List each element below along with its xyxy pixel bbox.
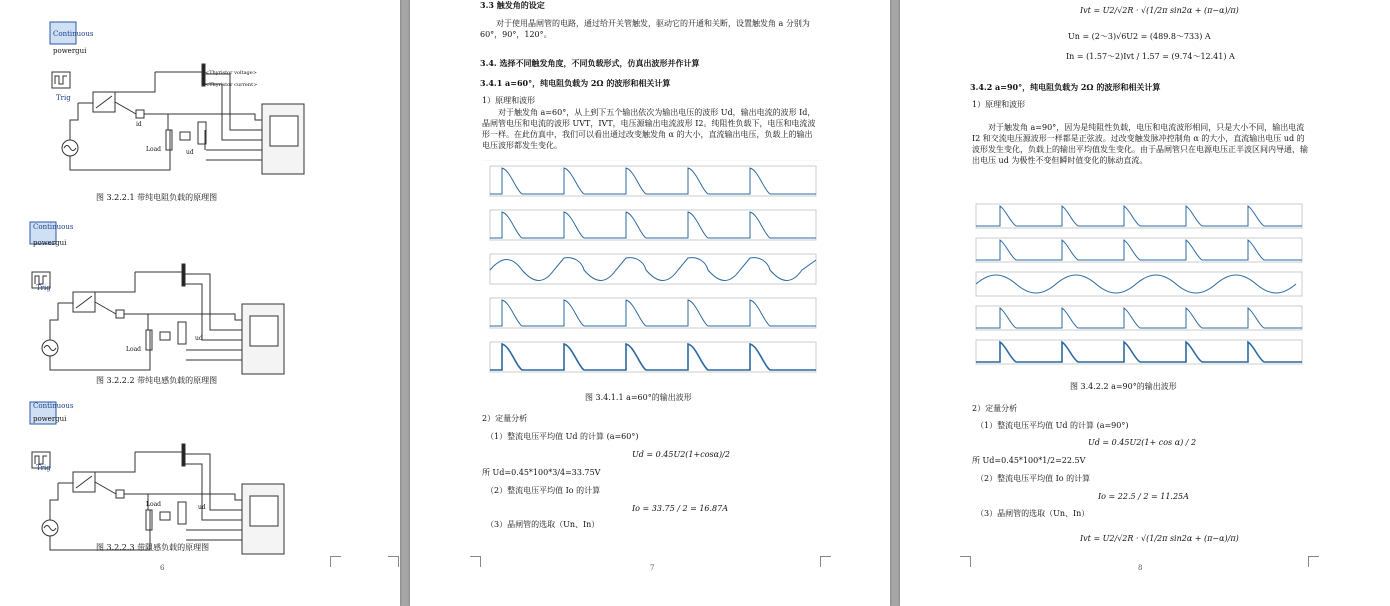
load-label-2: Load [126,346,142,353]
page-number-8: 8 [1138,564,1143,572]
formula-ivt-top: Ivt = U2/√2R · √(1/2π sin2α + (π−α)/π) [1080,6,1239,15]
trig-label-2: Trig [36,284,51,292]
page-7 [410,0,890,606]
figure-caption-3-4-1-1: 图 3.4.1.1 a=60°的输出波形 [585,393,692,402]
continuous-block-1: Continuous [53,30,94,38]
paragraph-3-3: 对于使用晶闸管的电路，通过给开关管触发，驱动它的开通和关断，设置触发角 a 分别为 60°，90°，120°。 [480,19,810,39]
subheading-principle: 1）原理和波形 [482,96,536,105]
paragraph-principle-8: 对于触发角 a=90°，因为是纯阻性负载，电压和电流波形相同，只是大小不同，输出电流 I2 和交流电压源波形一样都是正弦波。过改变触发脉冲控制角 α 的大小，直流输出电压 ud 的波形发生变化，负载上的输出平均值发生变化。由于晶闸管只在电源电压正半波区间内导通，输出电压 ud 为极性不变但瞬时值变化的脉动直流。 [972,123,1308,165]
id-label-1: id [136,121,142,128]
formula-ivt-bottom: Ivt = U2/√2R · √(1/2π sin2α + (π−α)/π) [1080,534,1239,543]
heading-3-3: 3.3 触发角的设定 [480,0,545,10]
question-ud: （1）整流电压平均值 Ud 的计算 (a=60°) [486,432,639,441]
question-thyristor: （3）晶闸管的选取（Un、In） [486,520,600,529]
powergui-label-3: powergui [33,415,67,423]
formula-ud: Ud = 0.45U2(1+cosα)/2 [632,450,730,459]
thyristor-current-1: <Thyristor current> [205,82,258,88]
page-number-7: 7 [650,564,655,572]
crop-mark [820,556,831,567]
thyristor-voltage-1: <Thyristor voltage> [205,70,257,76]
figure-caption-3-2-2-1: 图 3.2.2.1 带纯电阻负载的原理图 [96,193,218,202]
formula-ud-8: Ud = 0.45U2(1+ cos α) / 2 [1088,438,1197,447]
paragraph-principle: 对于触发角 a=60°，从上到下五个输出依次为输出电压的波形 Ud，输出电流的波形 Id，晶闸管电压和电流的波形 UVT，IVT，电压源输出电流波形 I2。纯阻性负载下，电压和电流波形一样。在此仿真中，我们可以看出通过改变触发角 α 的大小，直流输出电压，负载上的输出电压波形都发生变化。 [482,108,816,150]
question-io-8: （2）整流电压平均值 Io 的计算 [976,474,1091,483]
circuit-diagrams [0,0,400,606]
figure-caption-3-4-2-2: 图 3.4.2.2 a=90°的输出波形 [1070,382,1177,391]
heading-3-4-2: 3.4.2 a=90°，纯电阻负载为 2Ω 的波形和相关计算 [970,82,1161,92]
crop-mark [1308,556,1319,567]
waveform-panel-90deg [970,200,1306,366]
crop-mark [470,556,481,567]
formula-un: Un = (2～3)√6U2 = (489.8～733) A [1068,32,1211,41]
ud-label-1: ud [186,149,194,156]
crop-mark [960,556,971,567]
formula-io: Io = 33.75 / 2 = 16.87A [632,504,729,513]
trig-label-3: Trig [36,464,51,472]
page-number-6: 6 [160,564,165,572]
crop-mark [388,556,399,567]
question-thyristor-8: （3）晶闸管的选取（Un、In） [976,509,1090,518]
load-label-3: Load [146,501,162,508]
waveform-panel-60deg [482,160,822,374]
powergui-label-1: powergui [53,47,87,55]
page-8 [900,0,1390,606]
crop-mark [330,556,341,567]
result-ud-8: 所 Ud=0.45*100*1/2=22.5V [972,456,1086,465]
subheading-quantitative-8: 2）定量分析 [972,404,1018,413]
formula-io-8: Io = 22.5 / 2 = 11.25A [1098,492,1189,501]
trig-label-1: Trig [56,94,71,102]
heading-3-4: 3.4. 选择不同触发角度，不同负载形式，仿真出波形并作计算 [480,58,700,68]
powergui-label-2: powergui [33,239,67,247]
load-label-1: Load [146,146,162,153]
continuous-block-2: Continuous [33,223,74,231]
heading-3-4-1: 3.4.1 a=60°，纯电阻负载为 2Ω 的波形和相关计算 [480,78,671,88]
result-ud: 所 Ud=0.45*100*3/4=33.75V [482,468,601,477]
subheading-quantitative: 2）定量分析 [482,414,528,423]
formula-in: In = (1.57～2)Ivt / 1.57 = (9.74～12.41) A [1066,52,1235,61]
ud-label-2: ud [195,335,203,342]
subheading-principle-8: 1）原理和波形 [972,100,1026,109]
question-io: （2）整流电压平均值 Io 的计算 [486,486,601,495]
figure-caption-3-2-2-3: 图 3.2.2.3 带阻感负载的原理图 [96,543,210,552]
question-ud-8: （1）整流电压平均值 Ud 的计算 (a=90°) [976,421,1129,430]
ud-label-3: ud [198,504,206,511]
page-6 [0,0,400,606]
figure-caption-3-2-2-2: 图 3.2.2.2 带纯电感负载的原理图 [96,376,218,385]
continuous-block-3: Continuous [33,402,74,410]
